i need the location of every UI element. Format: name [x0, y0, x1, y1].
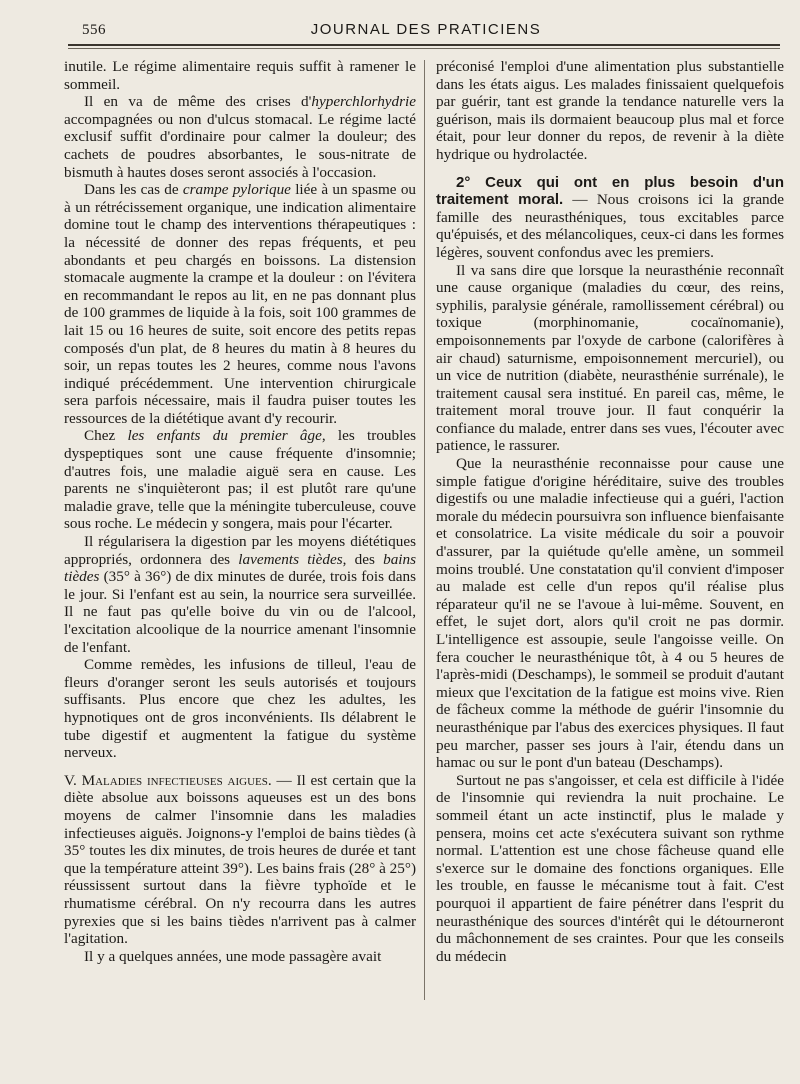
paragraph-text: préconisé l'emploi d'une alimentation plus substantielle dans les états aigus. Les malades finissaient quelquefois par guérir, tant est grande la tendance naturelle vers la guérison, mais ils dormaient beaucoup plus mal et force était, pour leur donner du repos, de revenir à la diète hydrique ou hydrolactée.	[436, 58, 784, 163]
paragraph-text: — Nous croisons ici la grande famille des neurasthéniques, tous excitables parce qu'épuisés, et des mélancoliques, ceux-ci dans les formes légères, souvent confondus avec les premiers.	[436, 191, 784, 261]
section-heading: 2° Ceux qui ont en plus besoin d'un traitement moral.	[436, 173, 784, 209]
paragraph-text: accompagnées ou non d'ulcus stomacal. Le régime lacté exclusif suffit d'ordinaire pour calmer la douleur; des cachets de poudres absorbantes, le sous-nitrate de bismuth à hautes doses seront associés à l'occasion.	[64, 110, 416, 181]
paragraph-text: Dans les cas de	[84, 181, 183, 199]
paragraph	[64, 533, 416, 656]
paragraph-text: Comme remèdes, les infusions de tilleul, l'eau de fleurs d'oranger seront les seuls autorisés et toujours suffisants. Plus encore que chez les adultes, les hypnotiques ont de gros inconvénients. Ils délabrent le tube digestif et augmentent la fatigue du système nerveux.	[64, 656, 416, 762]
paragraph	[64, 93, 416, 181]
column-divider	[424, 60, 425, 1000]
italic-term: crampe pylorique	[182, 181, 291, 199]
right-column	[436, 58, 784, 1078]
italic-term: les enfants du premier âge	[127, 427, 322, 445]
header-rule	[68, 44, 780, 46]
section-paragraph	[436, 174, 784, 262]
italic-term: bains tièdes	[64, 550, 416, 586]
paragraph-text: Que la neurasthénie reconnaisse pour cause une simple fatigue d'origine héréditaire, suive des troubles digestifs ou une maladie infectieuse qui a guéri, l'action morale du médecin poursuivra son influence bienfaisante et consolatrice. La visite médicale du soir a pouvoir d'assurer, par la quiétude qu'elle amène, un sommeil moins troublé. Une constatation qu'il convient d'imposer au malade est celle d'un repos qu'il réalise plus réparateur qu'il ne se l'avoue à lui-même. Souvent, en effet, le sujet dort, alors qu'il croit ne pas dormir. L'intelligence est assoupie, seule l'angoisse veille. On fera coucher le neurasthénique tôt, à 4 ou 5 heures de l'après-midi (Deschamps), le sommeil se produit d'autant mieux que l'excitation de la fatigue est moins vive. Rien de fâcheux comme la méthode de guérir l'insomnie du neurasthénique par l'abus des exercices physiques. Il faut peu marcher, passer ses jours à l'air, étendu dans un hamac ou sur le pont d'un bateau (Deschamps).	[436, 455, 784, 772]
left-column	[64, 58, 416, 1078]
italic-term: lavements tièdes	[238, 550, 343, 568]
paragraph	[436, 262, 784, 456]
paragraph	[64, 948, 416, 966]
paragraph	[436, 455, 784, 772]
header-rule-thin	[68, 48, 780, 49]
paragraph	[436, 58, 784, 164]
paragraph	[64, 181, 416, 427]
paragraph-text: (35° à 36°) de dix minutes de durée, trois fois dans le jour. Si l'enfant est au sein, la nourrice sera surveillée. Il ne faut pas qu'elle boive du vin ou de l'alcool, l'excitation alcoolique de la nourrice amenant l'insomnie de l'enfant.	[64, 568, 416, 656]
paragraph-text: — Il est certain que la diète absolue aux boissons aqueuses est un des bons moyens de calmer l'insomnie dans les maladies infectieuses aiguës. Joignons-y l'emploi de bains tièdes (à 35° toutes les dix minutes, de trois heures de durée et tant que la température atteint 39°). Les bains frais (28° à 25°) réussissent surtout dans la fièvre typhoïde et le rhumatisme cérébral. On n'y recourra dans les autres pyrexies que si les bains tièdes n'arrivent pas à calmer l'agitation.	[64, 771, 416, 948]
page-number: 556	[82, 22, 106, 38]
paragraph-text: Il en va de même des crises d'	[84, 93, 312, 111]
paragraph-text: Il régularisera la digestion par les moyens diététiques appropriés, ordonnera des	[64, 533, 416, 568]
paragraph-text: inutile. Le régime alimentaire requis suffit à ramener le sommeil.	[64, 58, 416, 93]
paragraph-text: Il va sans dire que lorsque la neurasthénie reconnaît une cause organique (maladies du cœur, des reins, syphilis, paralysie générale, ramollissement cérébral) ou toxique (morphinomanie, cocaïnomanie), empoisonnements par l'oxyde de carbone (calorifères à air chaud) saturnisme, empoisonnement mercuriel), ou un vice de nutrition (diabète, neurasthénie surrénale), le traitement causal sera institué. En pareil cas, même, le traitement moral trouve jour. Il faut conquérir la confiance du malade, entrer dans ses vues, l'écouter avec patience, le rassurer.	[436, 261, 784, 455]
paragraph-text: Il y a quelques années, une mode passagère avait	[84, 947, 382, 965]
page-header	[62, 18, 790, 42]
paragraph-text: liée à un spasme ou à un rétrécissement organique, une indication alimentaire domine tout le champ des interventions thérapeutiques : la nécessité de donner des repas fréquents, et peu abondants et peu chargés en boissons. La distension stomacale augmente la crampe et la douleur : on l'évitera en recommandant le repos au lit, en ne pas donnant plus de 100 grammes de liquide à la fois, soit 100 grammes de lait 15 ou 16 heures de suite, soit encore des petits repas composés d'un plat, de 8 heures du matin à 8 heures du soir, un repas toutes les 2 heures, comme nous l'avons indiqué précédemment. Une intervention chirurgicale sera parfois nécessaire, mais il faudra puiser toutes les ressources de la diététique avant d'y recourir.	[64, 181, 416, 427]
paragraph-text: Chez	[84, 427, 128, 445]
paragraph-text: , des	[342, 550, 384, 568]
paragraph	[436, 772, 784, 966]
paragraph	[64, 58, 416, 93]
paragraph-text: Surtout ne pas s'angoisser, et cela est difficile à l'idée de l'insomnie qui reviendra la nuit prochaine. Le sommeil étant un acte instinctif, plus le malade y pensera, moins cet acte s'exécutera suivant son rythme normal. L'attention est une chose fâcheuse quand elle s'exerce sur le domaine des fonctions organiques. Elle les trouble, en fausse le mécanisme tout à fait. C'est pourquoi il appartient de faire pénétrer dans l'esprit du neurasthénique des sources d'intérêt qui le détourneront du mâchonnement de ses craintes. Pour que les conseils du médecin	[436, 771, 784, 965]
paragraph	[64, 656, 416, 762]
paragraph	[64, 427, 416, 533]
running-title: JOURNAL DES PRATICIENS	[310, 21, 542, 38]
italic-term: hyperchlorhydrie	[311, 93, 416, 111]
section-paragraph	[64, 772, 416, 948]
section-heading: V. Maladies infectieuses aigues.	[64, 771, 272, 789]
paragraph-text: , les troubles dyspeptiques sont une cause fréquente d'insomnie; d'autres fois, une maladie aiguë sera en cause. Les parents ne s'inquièteront pas; il est plutôt rare qu'une maladie grave, telle que la méningite tuberculeuse, couve sous roche. Le médecin y songera, mais pour l'écarter.	[64, 427, 416, 533]
